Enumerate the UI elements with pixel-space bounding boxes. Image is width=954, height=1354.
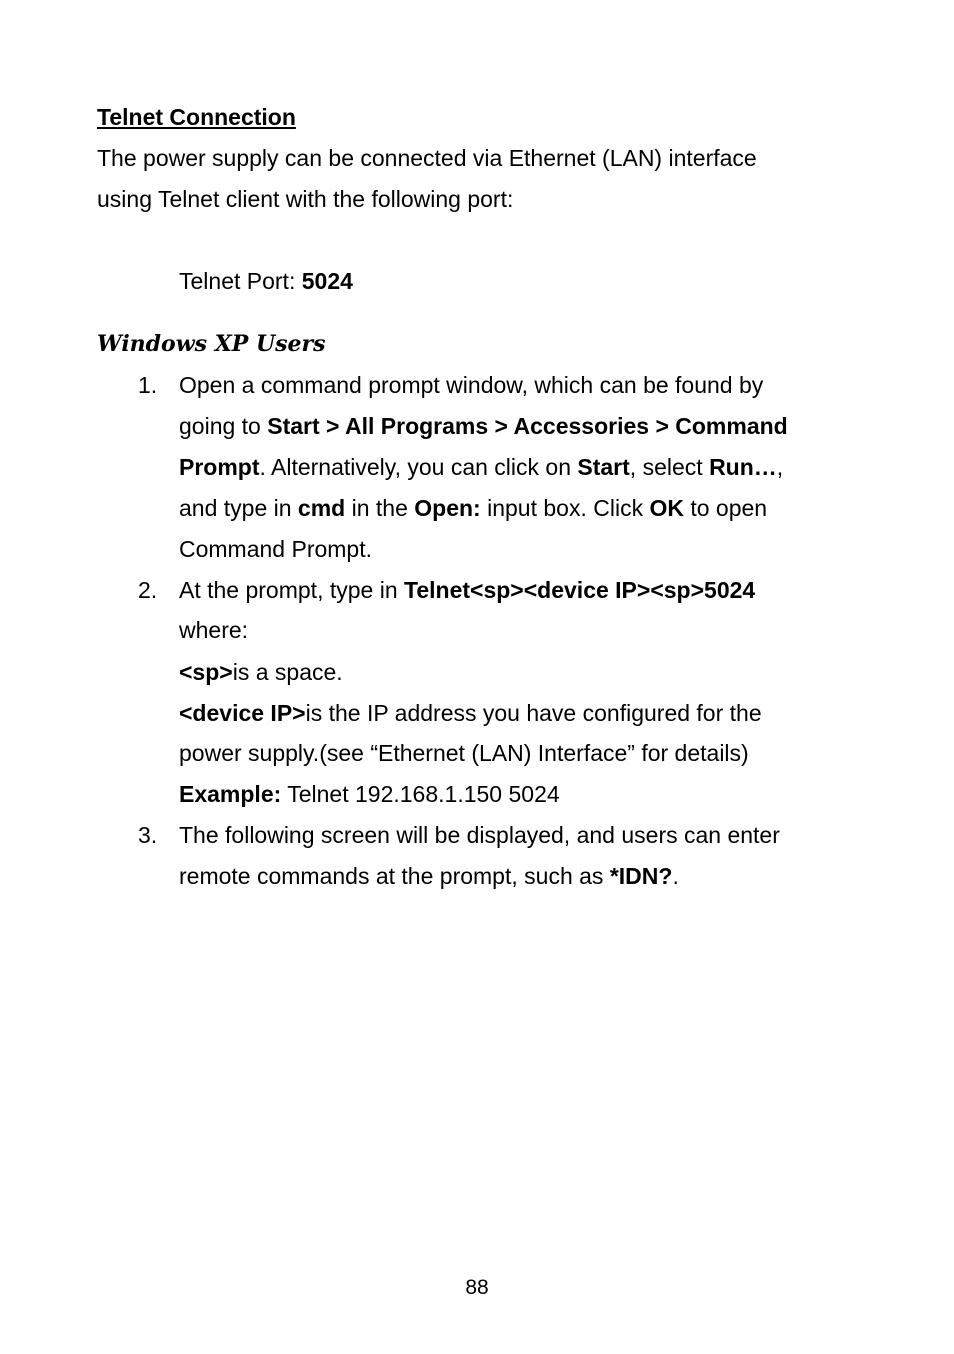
sp-term: <sp> (179, 659, 233, 685)
step-3-line-1: The following screen will be displayed, and users can enter (179, 822, 780, 848)
step-1-text: . Alternatively, you can click on (259, 454, 578, 480)
step-3-number: 3. (138, 822, 158, 848)
run-term: Run… (709, 454, 777, 480)
device-ip-term: <device IP> (179, 700, 306, 726)
step-1-text: to open (683, 495, 768, 521)
step-1-line-5: Command Prompt. (179, 536, 373, 562)
step-2-line-2: where: (179, 617, 249, 643)
prompt-term: Prompt (179, 454, 260, 480)
step-2-text: is a space. (232, 659, 343, 685)
example-label: Example: (179, 781, 282, 807)
step-2-line-6 (179, 780, 560, 808)
step-3-line-2 (179, 862, 679, 890)
section-title: Telnet Connection (97, 104, 296, 130)
step-1-text: going to (179, 413, 268, 439)
step-1-line-4 (179, 494, 767, 522)
open-term: Open: (414, 495, 481, 521)
step-1-text: and type in (179, 495, 298, 521)
step-2-text: At the prompt, type in (179, 577, 405, 603)
start-term: Start (577, 454, 630, 480)
telnet-command: Telnet<sp><device IP><sp>5024 (404, 577, 756, 603)
step-2-line-4 (179, 699, 762, 727)
start-menu-path: Start > All Programs > Accessories > Command (267, 413, 788, 439)
step-1-number: 1. (138, 372, 158, 398)
telnet-port-line (179, 267, 353, 295)
step-1-text: in the (345, 495, 415, 521)
step-2-line-1 (179, 576, 755, 604)
step-3-text: . (672, 863, 679, 889)
telnet-port-value: 5024 (301, 268, 353, 294)
step-1-line-3 (179, 453, 783, 481)
telnet-port-label: Telnet Port: (179, 268, 302, 294)
page-number: 88 (465, 1276, 489, 1299)
intro-text-line-1: The power supply can be connected via Ethernet (LAN) interface (97, 145, 757, 171)
step-1-line-1: Open a command prompt window, which can be found by (179, 372, 764, 398)
windows-xp-heading: Windows XP Users (97, 331, 326, 357)
step-2-line-5: power supply.(see “Ethernet (LAN) Interface” for details) (179, 740, 749, 766)
example-command: Telnet 192.168.1.150 5024 (281, 781, 560, 807)
idn-command: *IDN? (609, 863, 673, 889)
ok-term: OK (649, 495, 684, 521)
intro-text-line-2: using Telnet client with the following port: (97, 186, 514, 212)
step-1-text: , (776, 454, 784, 480)
step-1-text: input box. Click (480, 495, 650, 521)
step-1-line-2 (179, 412, 788, 440)
step-1-text: , select (629, 454, 710, 480)
cmd-term: cmd (297, 495, 346, 521)
step-2-line-3 (179, 658, 343, 686)
step-2-number: 2. (138, 577, 158, 603)
step-3-text: remote commands at the prompt, such as (179, 863, 610, 889)
step-2-text: is the IP address you have configured for the (305, 700, 762, 726)
